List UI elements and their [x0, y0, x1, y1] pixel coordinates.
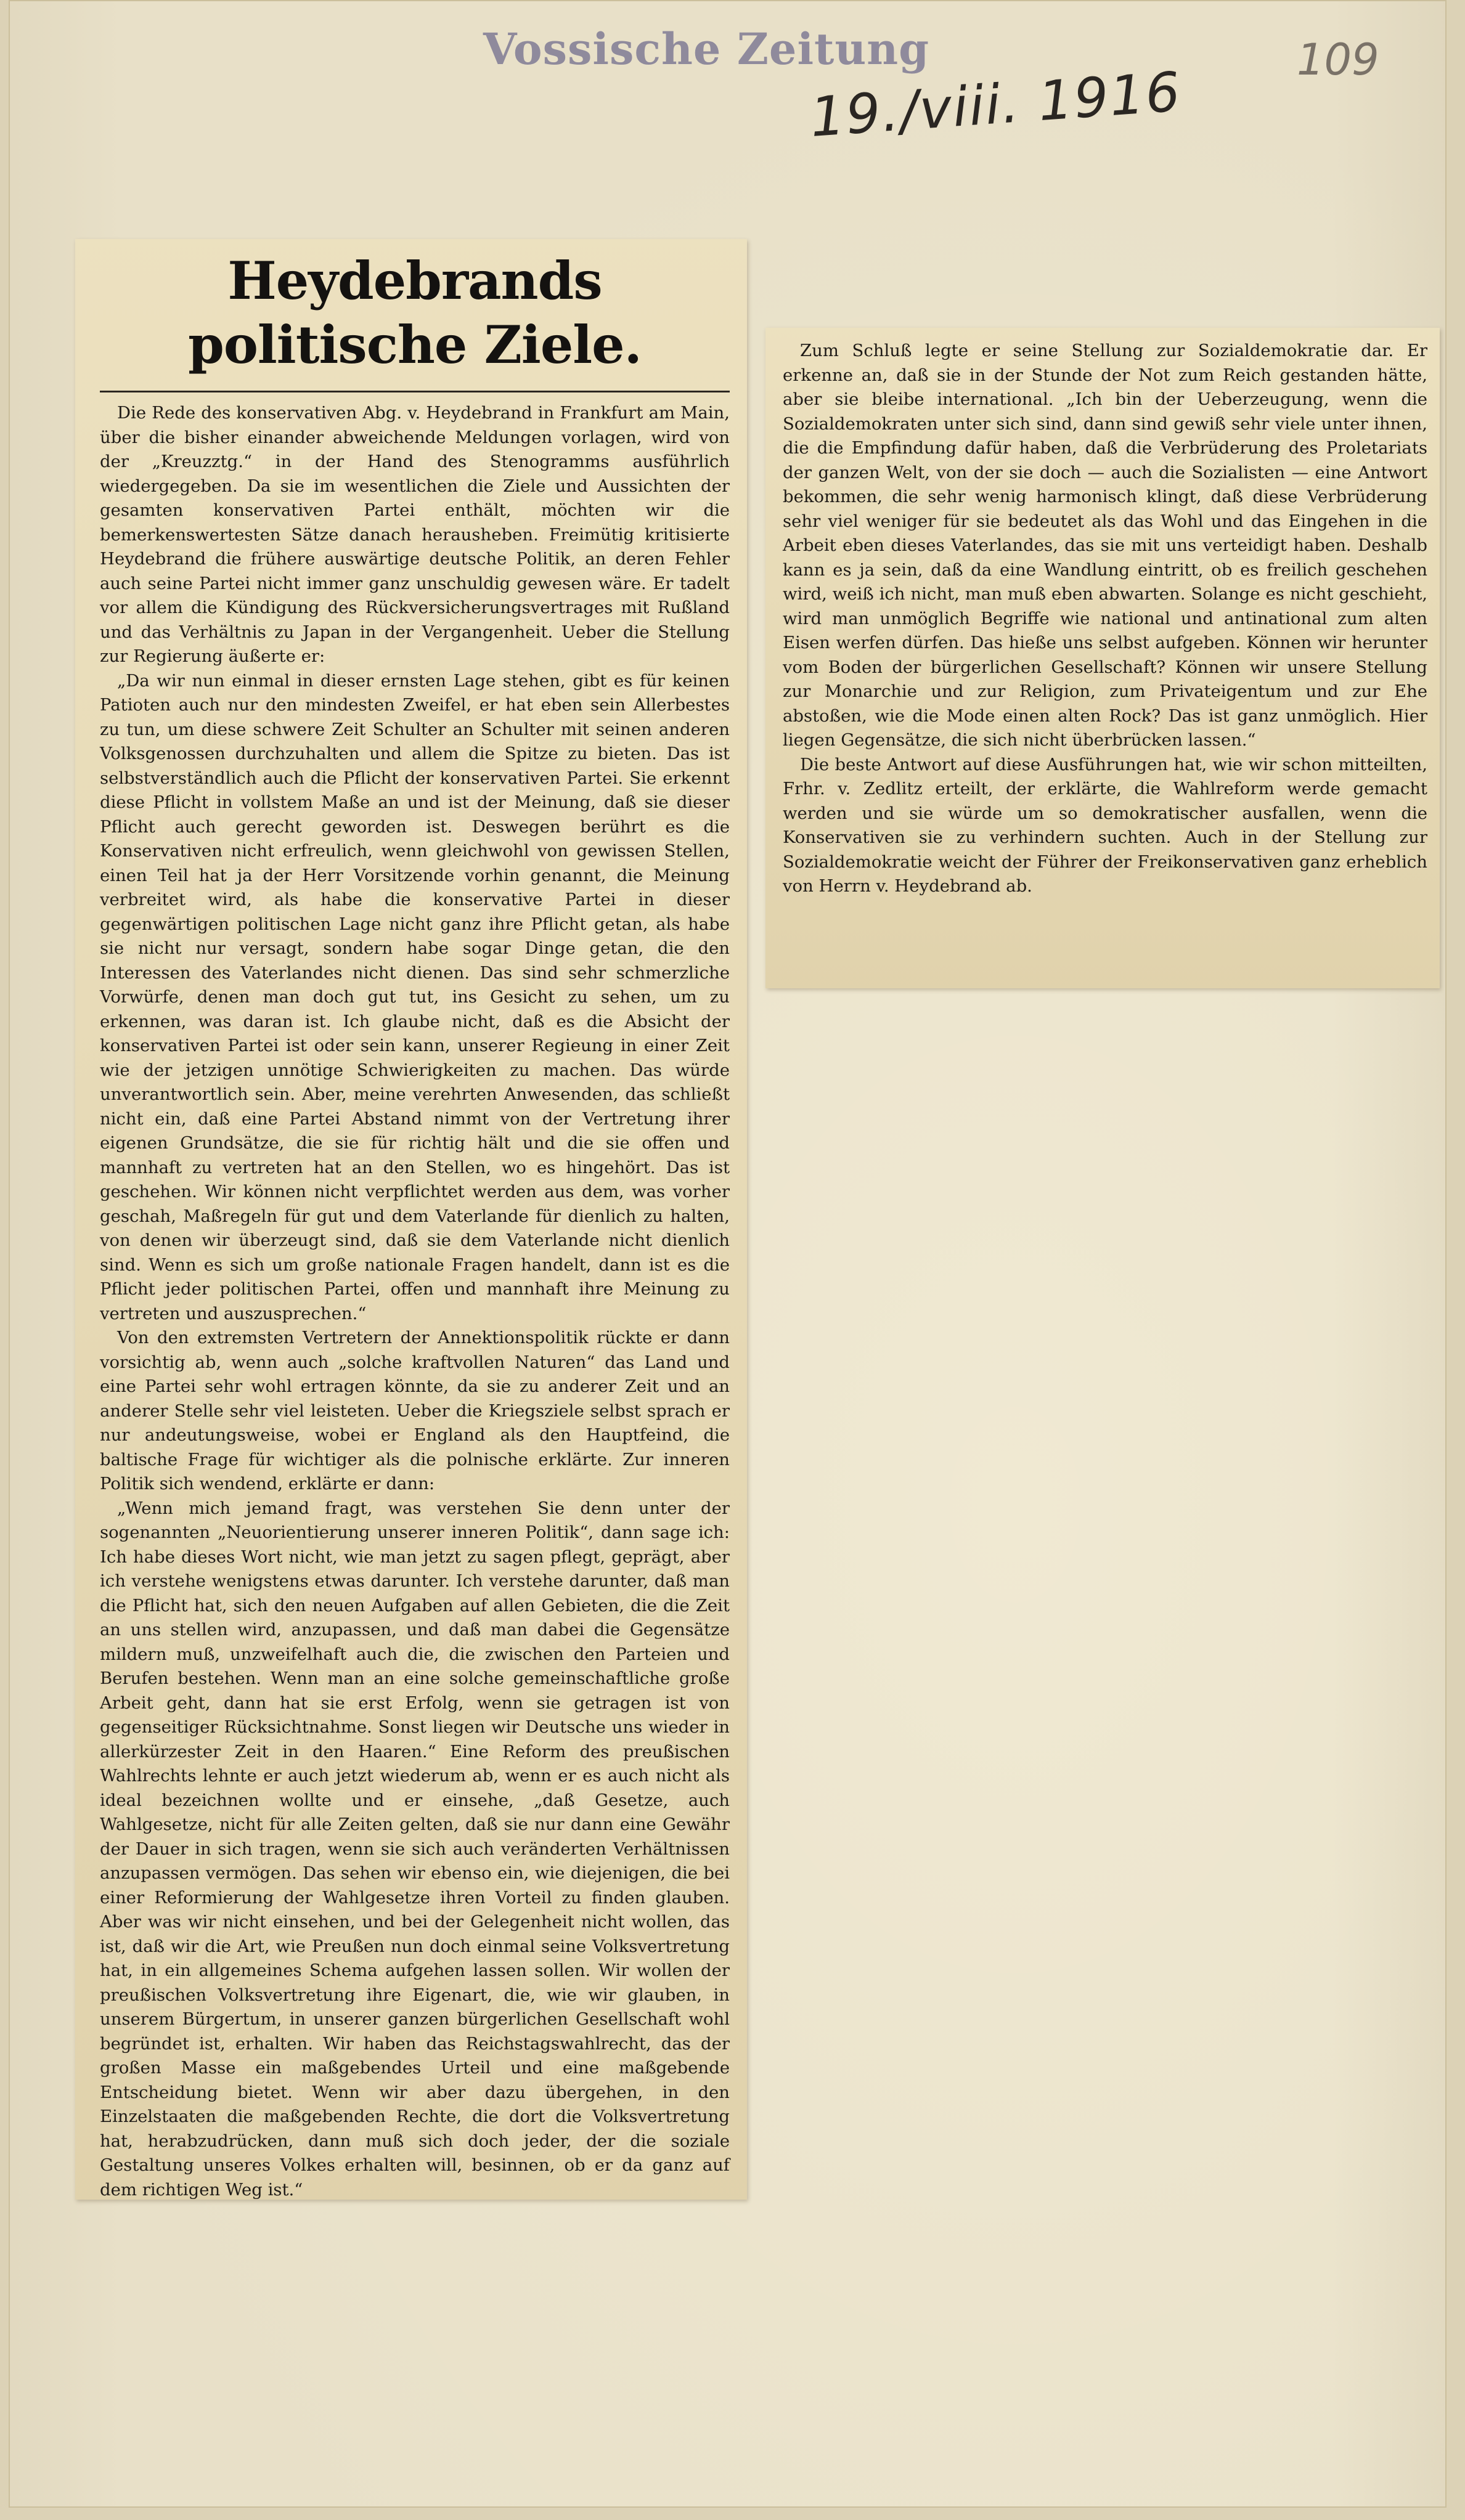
- article-clipping-left: [75, 239, 747, 2200]
- article-clipping-right: [765, 328, 1440, 988]
- article-paragraph: „Wenn mich jemand fragt, was verstehen Sie denn unter der sogenannten „Neuorientierung unserer inneren Politik“, dann sage ich: Ich habe dieses Wort nicht, wie man jetzt zu sagen pflegt, geprägt, aber ich verstehe wenigstens etwas darunter. Ich verstehe darunter, daß man die Pflicht hat, sich den neuen Aufgaben auf allen Gebieten, die die Zeit an uns stellen wird, anzupassen, und daß man dabei die Gegensätze mildern muß, unzweifelhaft auch die, die zwischen den Parteien und Berufen bestehen. Wenn man an eine solche gemeinschaftliche große Arbeit geht, dann hat sie erst Erfolg, wenn sie getragen ist von gegenseitiger Rücksichtnahme. Sonst liegen wir Deutsche uns wieder in allerkürzester Zeit in den Haaren.“ Eine Reform des preußischen Wahlrechts lehnte er auch jetzt wiederum ab, wenn er es auch nicht als ideal bezeichnen wollte und er einsehe, „daß Gesetze, auch Wahlgesetze, nicht für alle Zeiten gelten, daß sie nur dann eine Gewähr der Dauer in sich tragen, wenn sie sich auch veränderten Verhältnissen anzupassen vermögen. Das sehen wir ebenso ein, wie diejenigen, die bei einer Reformierung der Wahlgesetze ihren Vorteil zu finden glauben. Aber was wir nicht einsehen, und bei der Gelegenheit nicht wollen, das ist, daß wir die Art, wie Preußen nun doch einmal seine Volksvertretung hat, in ein allgemeines Schema aufgehen lassen sollen. Wir wollen der preußischen Volksvertretung ihre Eigenart, die, wie wir glauben, in unserem Bürgertum, in unserer ganzen bürgerlichen Gesellschaft wohl begründet ist, erhalten. Wir haben das Reichstagswahlrecht, das der großen Masse ein maßgebendes Urteil und eine maßgebende Entscheidung bietet. Wenn wir aber dazu übergehen, in den Einzelstaaten die maßgebenden Rechte, die dort die Volksvertretung hat, herabzudrücken, dann muß sich doch jeder, der die soziale Gestaltung unseres Volkes erhalten will, besinnen, ob er da ganz auf dem richtigen Weg ist.“: [100, 1498, 730, 2200]
- handwritten-date: 19./viii. 1916: [808, 60, 1183, 149]
- article-paragraph: „Da wir nun einmal in dieser ernsten Lage stehen, gibt es für keinen Patioten auch nur den mindesten Zweifel, er hat eben sein Allerbestes zu tun, um diese schwere Zeit Schulter an Schulter mit seinen anderen Volksgenossen durchzuhalten und allem die Spitze zu bieten. Das ist selbstverständlich auch die Pflicht der konservativen Partei. Sie erkennt diese Pflicht in vollstem Maße an und ist der Meinung, daß sie dieser Pflicht auch gerecht geworden ist. Deswegen berührt es die Konservativen nicht erfreulich, wenn gleichwohl von gewissen Stellen, einen Teil hat ja der Herr Vorsitzende vorhin genannt, die Meinung verbreitet wird, als habe die konservative Partei in dieser gegenwärtigen politischen Lage nicht ganz ihre Pflicht getan, als habe sie nicht nur versagt, sondern habe sogar Dinge getan, die den Interessen des Vaterlandes nicht dienen. Das sind sehr schmerzliche Vorwürfe, denen man doch gut tut, ins Gesicht zu sehen, um zu erkennen, was daran ist. Ich glaube nicht, daß es die Absicht der konservativen Partei ist oder sein kann, unserer Regieung in einer Zeit wie der jetzigen unnötige Schwierigkeiten zu machen. Das würde unverantwortlich sein. Aber, meine verehrten Anwesenden, das schließt nicht ein, daß eine Partei Abstand nimmt von der Vertretung ihrer eigenen Grundsätze, die sie für richtig hält und die sie offen und mannhaft zu vertreten hat an den Stellen, wo es hingehört. Das ist geschehen. Wir können nicht verpflichtet werden aus dem, was vorher geschah, Maßregeln für gut und dem Vaterlande für dienlich zu halten, von denen wir überzeugt sind, daß sie dem Vaterlande nicht dienlich sind. Wenn es sich um große nationale Fragen handelt, dann ist es die Pflicht jeder politischen Partei, offen und mannhaft ihre Meinung zu vertreten und auszusprechen.“: [100, 670, 730, 1323]
- headline-rule: [100, 391, 730, 392]
- article-headline: Heydebrands politische Ziele.: [188, 250, 642, 375]
- page-number: 109: [1297, 35, 1379, 85]
- archive-sheet: [9, 0, 1447, 2508]
- article-paragraph: Von den extremsten Vertretern der Annektionspolitik rückte er dann vorsichtig ab, wenn auch „solche kraftvollen Naturen“ das Land und eine Partei sehr wohl ertragen könnte, da sie zu anderer Zeit und an anderer Stelle sehr viel leisteten. Ueber die Kriegsziele selbst sprach er nur andeutungsweise, wobei er England als den Hauptfeind, die baltische Frage für wichtiger als die polnische erklärte. Zur inneren Politik sich wendend, erklärte er dann:: [100, 1328, 730, 1494]
- article-paragraph: Die beste Antwort auf diese Ausführungen hat, wie wir schon mitteilten, Frhr. v. Zedlitz erteilt, der erklärte, die Wahlreform werde gemacht werden und sie würde um so demokratischer ausfallen, wenn die Konservativen sie zu verhindern suchten. Auch in der Stellung zur Sozialdemokratie weicht der Führer der Freikonservativen ganz erheblich von Herrn v. Heydebrand ab.: [783, 754, 1427, 896]
- newspaper-stamp: Vossische Zeitung: [483, 23, 930, 75]
- article-paragraph: Zum Schluß legte er seine Stellung zur Sozialdemokratie dar. Er erkenne an, daß sie in der Stunde der Not zum Reich gestanden hätte, aber sie bleibe international. „Ich bin der Ueberzeugung, wenn die Sozialdemokraten unter sich sind, dann sind gewiß sehr viele unter ihnen, die die Empfindung dafür haben, daß die Verbrüderung des Proletariats der ganzen Welt, von der sie doch — auch die Sozialisten — eine Antwort bekommen, die sehr wenig harmonisch klingt, daß diese Verbrüderung sehr viel weniger für sie bedeutet als das Wohl und das Eingehen in die Arbeit eben dieses Vaterlandes, das sie mit uns verteidigt haben. Deshalb kann es ja sein, daß da eine Wandlung eintritt, ob es freilich geschehen wird, weiß ich nicht, man muß eben abwarten. Solange es nicht geschieht, wird man unmöglich Begriffe wie national und antinational zum alten Eisen werfen dürfen. Das hieße uns selbst aufgeben. Können wir herunter vom Boden der bürgerlichen Gesellschaft? Können wir unsere Stellung zur Monarchie und zur Religion, zum Privateigentum und zur Ehe abstoßen, wie die Mode einen alten Rock? Das ist ganz unmöglich. Hier liegen Gegensätze, die sich nicht überbrücken lassen.“: [783, 341, 1427, 750]
- article-paragraph: Die Rede des konservativen Abg. v. Heydebrand in Frankfurt am Main, über die bisher einander abweichende Meldungen vorlagen, wird von der „Kreuzztg.“ in der Hand des Stenogramms ausführlich wiedergegeben. Da sie im wesentlichen die Ziele und Aussichten der gesamten konservativen Partei enthält, möchten wir die bemerkenswertesten Sätze danach herausheben. Freimütig kritisierte Heydebrand die frühere auswärtige deutsche Politik, an deren Fehler auch seine Partei nicht immer ganz unschuldig gewesen wäre. Er tadelt vor allem die Kündigung des Rückversicherungsvertrages mit Rußland und das Verhältnis zu Japan in der Vergangenheit. Ueber die Stellung zur Regierung äußerte er:: [100, 403, 730, 666]
